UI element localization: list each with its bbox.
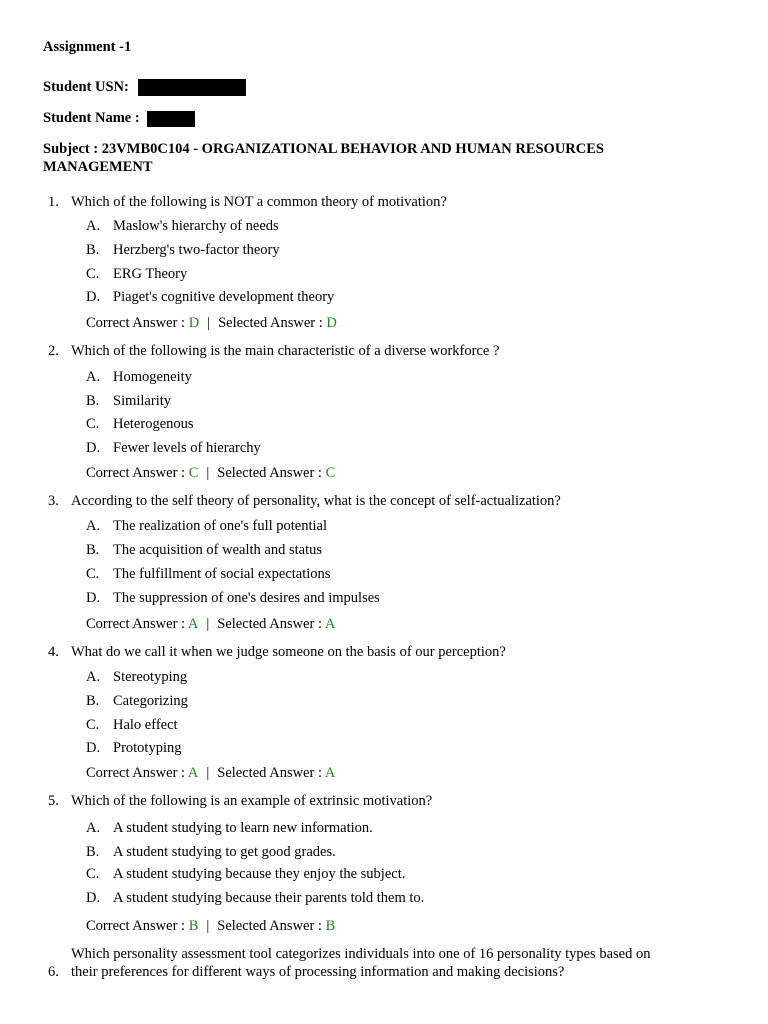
option-letter: D. xyxy=(86,440,101,456)
question-text: Which of the following is an example of extrinsic motivation? xyxy=(71,793,433,809)
correct-answer-value: A xyxy=(187,765,199,781)
question-number: 1. xyxy=(48,194,59,210)
selected-answer-value: D xyxy=(326,315,337,331)
option-letter: B. xyxy=(86,542,100,558)
option-text: The suppression of one's desires and impulses xyxy=(113,590,380,606)
selected-answer-value: C xyxy=(325,465,336,481)
option-letter: C. xyxy=(86,866,100,882)
question-number: 4. xyxy=(48,644,59,660)
option-text: Similarity xyxy=(113,393,171,409)
selected-answer-label: Selected Answer : xyxy=(217,465,326,481)
option-text: Maslow's hierarchy of needs xyxy=(113,218,279,234)
option-letter: B. xyxy=(86,393,100,409)
correct-answer-label: Correct Answer : xyxy=(86,765,188,781)
option-text: A student studying because they enjoy the subject. xyxy=(113,866,406,882)
option-letter: A. xyxy=(86,820,101,836)
answer-separator: | xyxy=(206,616,210,632)
option-letter: C. xyxy=(86,717,100,733)
question-number: 3. xyxy=(48,493,59,509)
option-letter: A. xyxy=(86,369,101,385)
option-letter: B. xyxy=(86,693,100,709)
answer-line xyxy=(86,765,335,782)
option-text: Heterogenous xyxy=(113,416,194,432)
option-text: Categorizing xyxy=(113,693,188,709)
option-text: A student studying to learn new information. xyxy=(113,820,373,836)
correct-answer-value: A xyxy=(187,616,199,632)
option-text: A student studying because their parents told them to. xyxy=(113,890,425,906)
answer-separator: | xyxy=(206,918,210,934)
answer-line xyxy=(86,315,337,332)
option-letter: C. xyxy=(86,566,100,582)
option-text: Stereotyping xyxy=(113,669,188,685)
option-letter: D. xyxy=(86,740,101,756)
question-number: 5. xyxy=(48,793,59,809)
subject-line-2: MANAGEMENT xyxy=(43,159,153,175)
correct-answer-label: Correct Answer : xyxy=(86,616,188,632)
option-letter: D. xyxy=(86,289,101,305)
student-usn-label: Student USN: xyxy=(43,79,129,95)
question-number: 2. xyxy=(48,343,59,359)
answer-separator: | xyxy=(207,315,211,331)
selected-answer-label: Selected Answer : xyxy=(218,315,327,331)
selected-answer-label: Selected Answer : xyxy=(217,616,325,632)
selected-answer-label: Selected Answer : xyxy=(217,765,325,781)
option-text: Halo effect xyxy=(113,717,178,733)
selected-answer-label: Selected Answer : xyxy=(217,918,326,934)
answer-line xyxy=(86,465,335,482)
option-letter: A. xyxy=(86,518,101,534)
question-text: According to the self theory of personality, what is the concept of self-actualization? xyxy=(71,493,561,509)
question-text: Which of the following is the main characteristic of a diverse workforce ? xyxy=(71,343,500,359)
option-text: The realization of one's full potential xyxy=(113,518,327,534)
option-text: A student studying to get good grades. xyxy=(113,844,336,860)
answer-separator: | xyxy=(206,765,210,781)
option-text: Prototyping xyxy=(113,740,182,756)
option-letter: A. xyxy=(86,218,101,234)
correct-answer-label: Correct Answer : xyxy=(86,465,189,481)
question-number: 6. xyxy=(48,964,59,980)
option-text: Piaget's cognitive development theory xyxy=(113,289,335,305)
correct-answer-value: C xyxy=(188,465,199,481)
correct-answer-value: D xyxy=(188,315,200,331)
option-letter: C. xyxy=(86,266,100,282)
question-text-line-2: their preferences for different ways of processing information and making decisions? xyxy=(71,964,565,980)
answer-separator: | xyxy=(206,465,210,481)
option-letter: D. xyxy=(86,590,101,606)
subject-line-1: Subject : 23VMB0C104 - ORGANIZATIONAL BEHAVIOR AND HUMAN RESOURCES xyxy=(43,141,604,157)
correct-answer-label: Correct Answer : xyxy=(86,918,189,934)
option-letter: A. xyxy=(86,669,101,685)
question-text: Which of the following is NOT a common theory of motivation? xyxy=(71,194,447,210)
selected-answer-value: A xyxy=(324,616,336,632)
correct-answer-value: B xyxy=(188,918,199,934)
selected-answer-value: B xyxy=(325,918,336,934)
option-text: Homogeneity xyxy=(113,369,192,385)
assignment-title: Assignment -1 xyxy=(43,39,132,55)
option-text: ERG Theory xyxy=(113,266,188,282)
option-text: Fewer levels of hierarchy xyxy=(113,440,261,456)
option-text: The fulfillment of social expectations xyxy=(113,566,331,582)
option-text: Herzberg's two-factor theory xyxy=(113,242,280,258)
answer-line xyxy=(86,616,335,633)
option-text: The acquisition of wealth and status xyxy=(113,542,322,558)
usn-redaction-bar xyxy=(138,79,246,96)
option-letter: C. xyxy=(86,416,100,432)
option-letter: B. xyxy=(86,844,100,860)
question-text: What do we call it when we judge someone on the basis of our perception? xyxy=(71,644,506,660)
name-redaction-bar xyxy=(147,111,195,127)
option-letter: D. xyxy=(86,890,101,906)
correct-answer-label: Correct Answer : xyxy=(86,315,189,331)
option-letter: B. xyxy=(86,242,100,258)
question-text-line-1: Which personality assessment tool categorizes individuals into one of 16 personality types based on xyxy=(71,946,651,962)
student-name-label: Student Name : xyxy=(43,110,140,126)
answer-line xyxy=(86,918,335,935)
selected-answer-value: A xyxy=(324,765,336,781)
